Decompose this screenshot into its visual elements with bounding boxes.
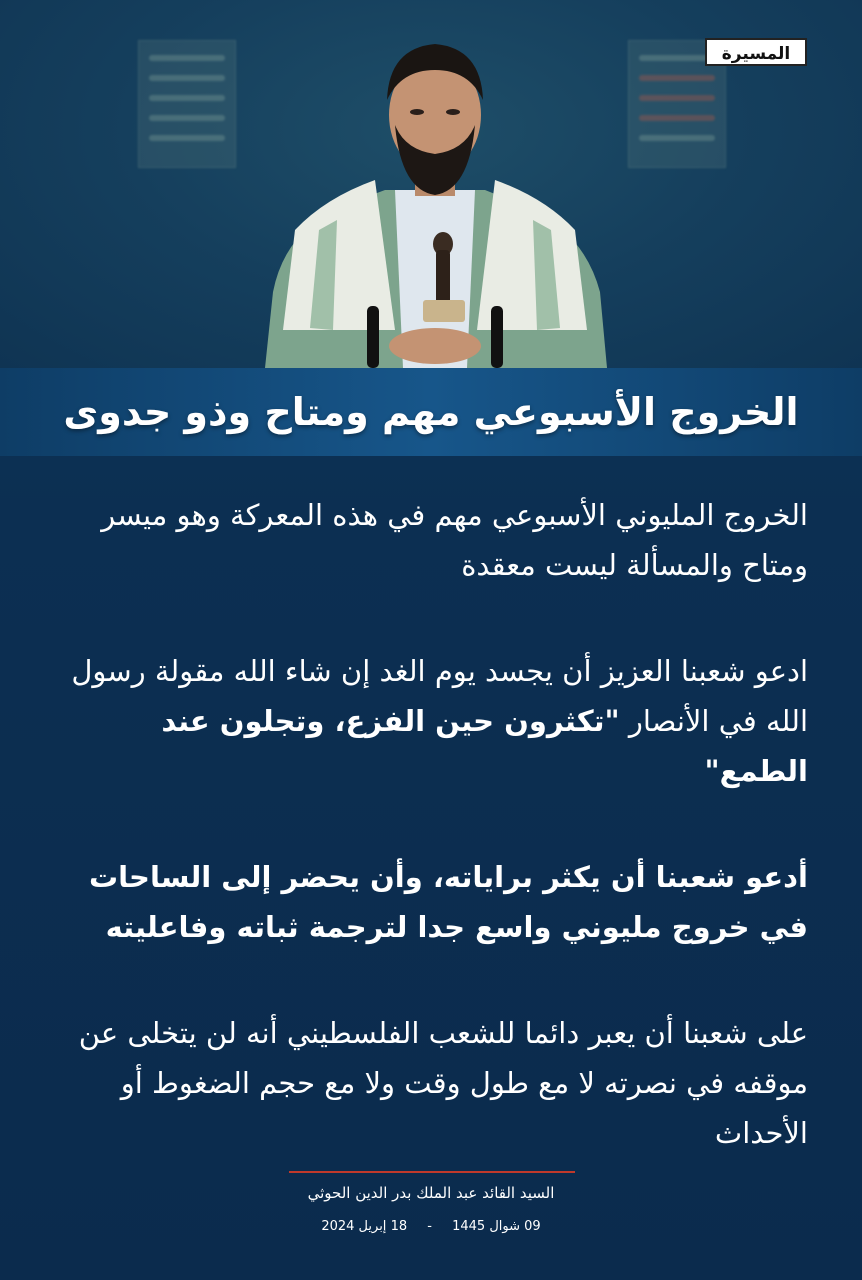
date-line <box>0 1219 862 1234</box>
paragraph-2-quote: "تكثرون حين الفزع، وتجلون عند الطمع" <box>161 704 808 788</box>
background-banner-left <box>138 40 236 168</box>
hijri-date: 09 شوال 1445 <box>452 1219 541 1234</box>
gregorian-date: 18 إبريل 2024 <box>321 1219 408 1234</box>
footer-divider <box>289 1171 575 1173</box>
quote-content <box>54 490 808 1214</box>
paragraph-2-prefix: ادعو شعبنا العزيز أن يجسد يوم الغد إن شاء الله مقولة رسول الله في الأنصار <box>71 654 808 738</box>
title-bar <box>0 368 862 456</box>
speaker-name: السيد القائد عبد الملك بدر الدين الحوثي <box>307 1184 555 1202</box>
brand-logo: المسيرة <box>705 38 807 66</box>
paragraph-1: الخروج المليوني الأسبوعي مهم في هذه المعركة وهو ميسر ومتاح والمسألة ليست معقدة <box>101 498 808 582</box>
paragraph-3: أدعو شعبنا أن يكثر براياته، وأن يحضر إلى الساحات في خروج مليوني واسع جدا لترجمة ثباته وفاعليته <box>89 860 808 944</box>
speaker-portrait <box>255 30 615 368</box>
paragraph-4: على شعبنا أن يعبر دائما للشعب الفلسطيني أنه لن يتخلى عن موقفه في نصرته لا مع طول وقت ولا مع حجم الضغوط أو الأحداث <box>78 1016 808 1150</box>
header-photo <box>0 0 862 368</box>
paragraph-2 <box>54 646 808 796</box>
date-separator: - <box>427 1219 432 1234</box>
page-title: الخروج الأسبوعي مهم ومتاح وذو جدوى <box>63 390 799 434</box>
